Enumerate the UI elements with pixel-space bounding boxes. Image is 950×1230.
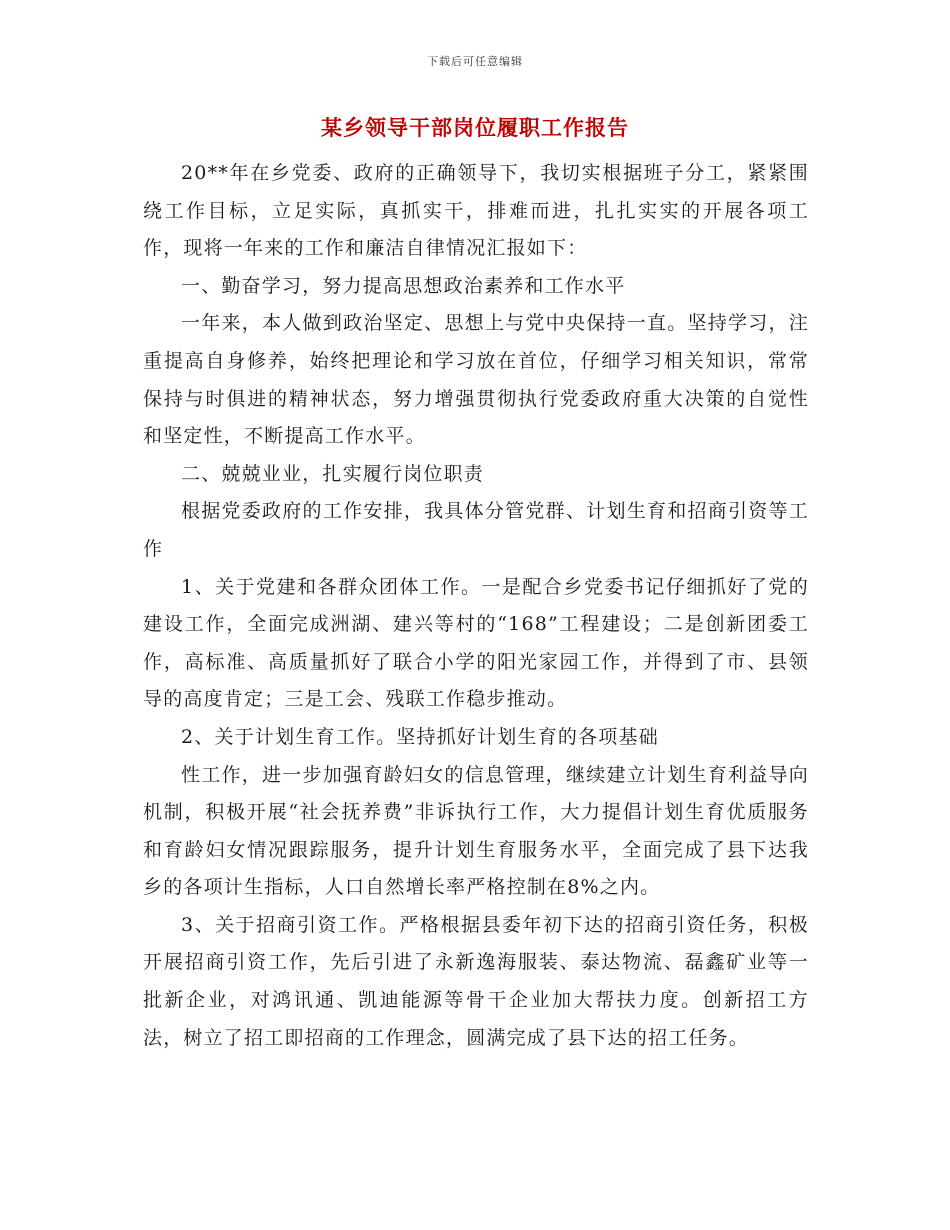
paragraph-study: 一年来，本人做到政治坚定、思想上与党中央保持一直。坚持学习，注重提高自身修养，始终把理论和学习放在首位，仔细学习相关知识，常常保持与时俱进的精神状态，努力增强贯彻执行党委政府重大决策的自觉性和坚定性，不断提高工作水平。: [143, 312, 809, 448]
section-heading-2: 二、兢兢业业，扎实履行岗位职责: [181, 462, 485, 485]
paragraph-party-building: 1、关于党建和各群众团体工作。一是配合乡党委书记仔细抓好了党的建设工作，全面完成洲湖、建兴等村的“168”工程建设；二是创新团委工作，高标准、高质量抓好了联合小学的阳光家园工作，并得到了市、县领导的高度肯定；三是工会、残联工作稳步推动。: [143, 575, 809, 711]
paragraph-duties: 根据党委政府的工作安排，我具体分管党群、计划生育和招商引资等工作: [143, 500, 809, 560]
paragraph-investment: 3、关于招商引资工作。严格根据县委年初下达的招商引资任务，积极开展招商引资工作，先后引进了永新逸海服装、泰达物流、磊鑫矿业等一批新企业，对鸿讯通、凯迪能源等骨干企业加大帮扶力度。创新招工方法，树立了招工即招商的工作理念，圆满完成了县下达的招工任务。: [143, 913, 809, 1049]
header-note: 下载后可任意编辑: [427, 55, 523, 68]
paragraph-family-planning-heading: 2、关于计划生育工作。坚持抓好计划生育的各项基础: [181, 725, 659, 748]
section-heading-1: 一、勤奋学习，努力提高思想政治素养和工作水平: [181, 274, 626, 297]
paragraph-intro: 20**年在乡党委、政府的正确领导下，我切实根据班子分工，紧紧围绕工作目标，立足实际，真抓实干，排难而进，扎扎实实的开展各项工作，现将一年来的工作和廉洁自律情况汇报如下：: [143, 162, 809, 260]
document-body: [143, 155, 809, 1057]
paragraph-family-planning: 性工作，进一步加强育龄妇女的信息管理，继续建立计划生育利益导向机制，积极开展“社会抚养费”非诉执行工作，大力提倡计划生育优质服务和育龄妇女情况跟踪服务，提升计划生育服务水平，全面完成了县下达我乡的各项计生指标，人口自然增长率严格控制在8%之内。: [143, 763, 809, 899]
document-title: 某乡领导干部岗位履职工作报告: [321, 115, 629, 140]
